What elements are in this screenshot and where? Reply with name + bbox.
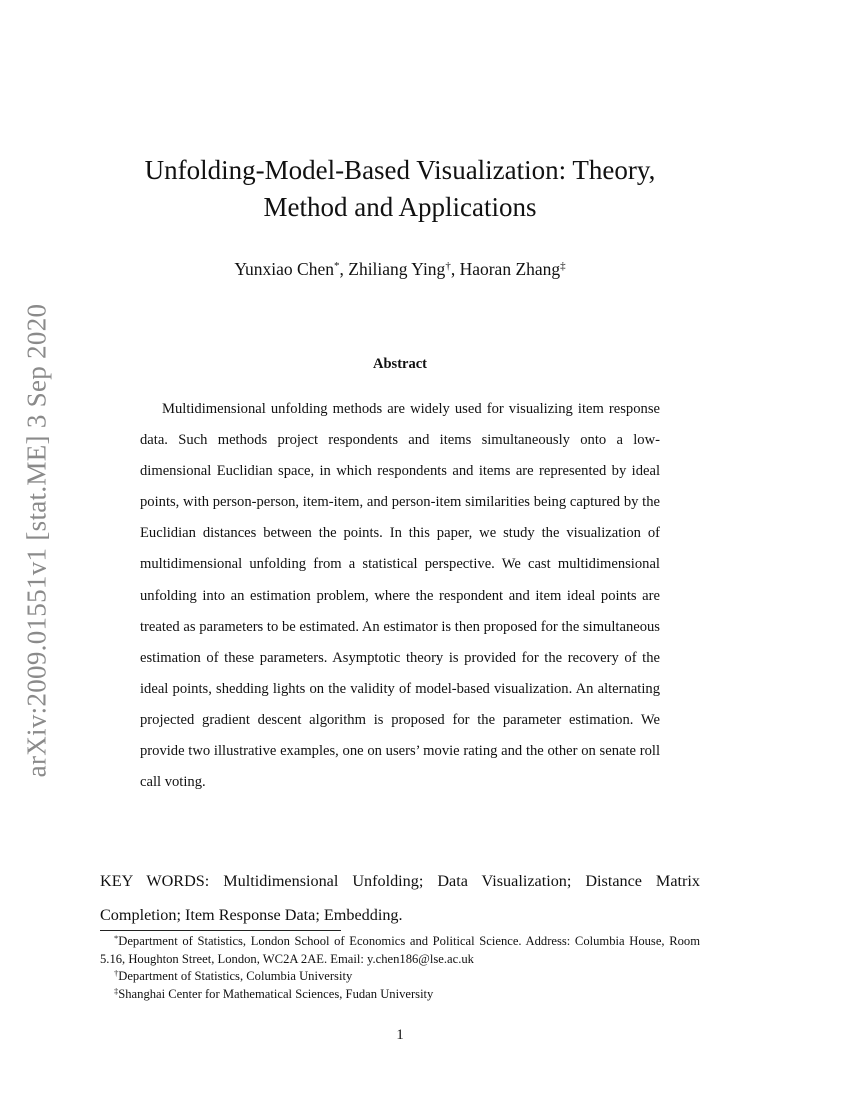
arxiv-identifier-stamp [17,293,57,788]
footnote-mark: ‡ [114,985,119,996]
author-footnote-mark: * [334,260,340,272]
footnote [100,933,700,968]
author-name: Zhiliang Ying [348,259,446,279]
footnote [100,968,700,986]
author-footnote-mark: † [445,260,451,272]
footnote-mark: * [114,933,119,943]
abstract-text: Multidimensional unfolding methods are widely used for visualizing item response data. Such methods project respondents and items simultaneously onto a low-dimensional Euclidian space, in which respondents and items are represented by ideal points, with person-person, item-item, and person-item similarities being captured by the Euclidian distances between the points. In this paper, we study the visualization of multidimensional unfolding from a statistical perspective. We cast multidimensional unfolding into an estimation problem, where the respondent and item ideal points are treated as parameters to be estimated. An estimator is then proposed for the simultaneous estimation of these parameters. Asymptotic theory is provided for the recovery of the ideal points, shedding lights on the validity of model-based visualization. An alternating projected gradient descent algorithm is proposed for the parameter estimation. We provide two illustrative examples, one on users’ movie rating and the other on senate roll call voting. [140,401,660,791]
abstract-heading: Abstract [373,356,427,372]
author-name: Haoran Zhang [459,259,561,279]
author-list [100,259,700,280]
paper-title-line-2: Method and Applications [263,192,537,222]
paper-title-line-1: Unfolding-Model-Based Visualization: Theory, [144,155,656,185]
footnote-mark: † [114,968,119,978]
author-separator: , [339,259,349,279]
footnotes [100,933,700,1003]
footnote-text: Department of Statistics, London School of Economics and Political Science. Address: Columbia House, Room 5.16, Houghton Street, London, WC2A 2AE. Email: y.chen186@lse.ac.uk [100,934,700,966]
paper-title [100,152,700,226]
author-separator: , [450,259,460,279]
footnote-divider [100,930,341,931]
author-footnote-mark: ‡ [560,260,566,272]
footnote [100,986,700,1004]
arxiv-identifier-text: arXiv:2009.01551v1 [stat.ME] 3 Sep 2020 [21,303,52,778]
keywords: KEY WORDS: Multidimensional Unfolding; Data Visualization; Distance Matrix Completion; Item Response Data; Embedding. [100,872,700,924]
footnote-text: Shanghai Center for Mathematical Sciences, Fudan University [118,986,434,1001]
footnote-text: Department of Statistics, Columbia University [118,969,353,983]
page-number: 1 [396,1027,404,1043]
author-name: Yunxiao Chen [234,259,334,279]
